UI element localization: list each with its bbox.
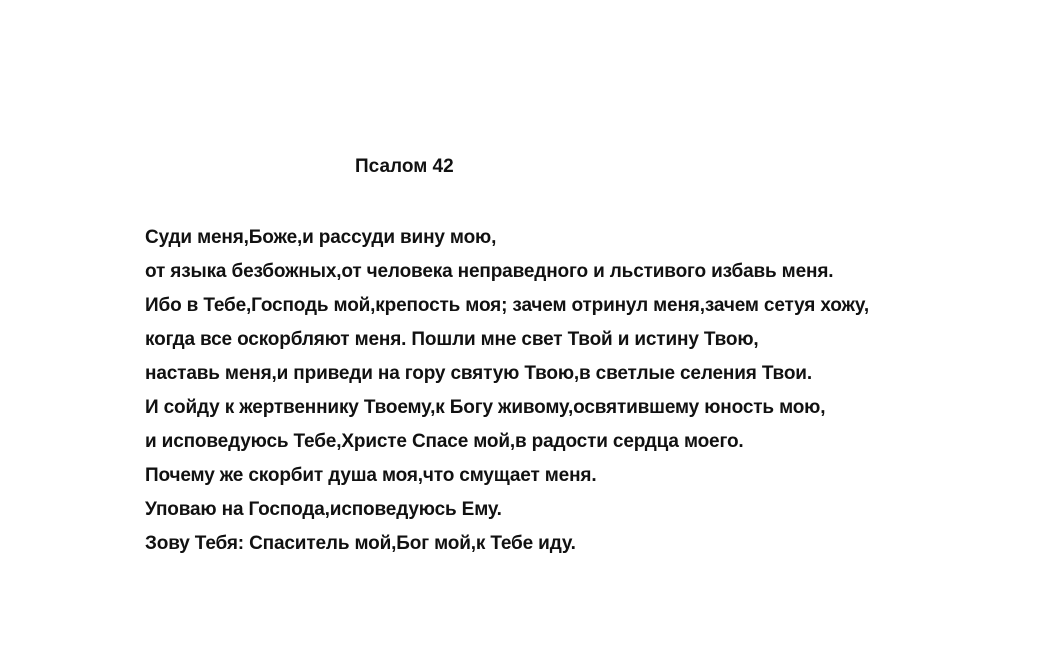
verse-line: от языка безбожных,от человека неправедного и льстивого избавь меня.: [145, 261, 834, 282]
verse-line: Уповаю на Господа,исповедуюсь Ему.: [145, 499, 502, 520]
verse-line: когда все оскорбляют меня. Пошли мне свет Твой и истину Твою,: [145, 329, 759, 350]
verse-line: и исповедуюсь Тебе,Христе Спасе мой,в радости сердца моего.: [145, 431, 744, 452]
verse-line: Ибо в Тебе,Господь мой,крепость моя; зачем отринул меня,зачем сетуя хожу,: [145, 295, 869, 316]
verse-line: Суди меня,Боже,и рассуди вину мою,: [145, 227, 497, 248]
verse-line: Почему же скорбит душа моя,что смущает меня.: [145, 465, 597, 486]
verse-line: наставь меня,и приведи на гору святую Твою,в светлые селения Твои.: [145, 363, 812, 384]
verse-line: И сойду к жертвеннику Твоему,к Богу живому,освятившему юность мою,: [145, 397, 826, 418]
verse-line: Зову Тебя: Спаситель мой,Бог мой,к Тебе иду.: [145, 533, 576, 554]
psalm-text: [145, 221, 869, 561]
psalm-title: Псалом 42: [355, 156, 454, 177]
